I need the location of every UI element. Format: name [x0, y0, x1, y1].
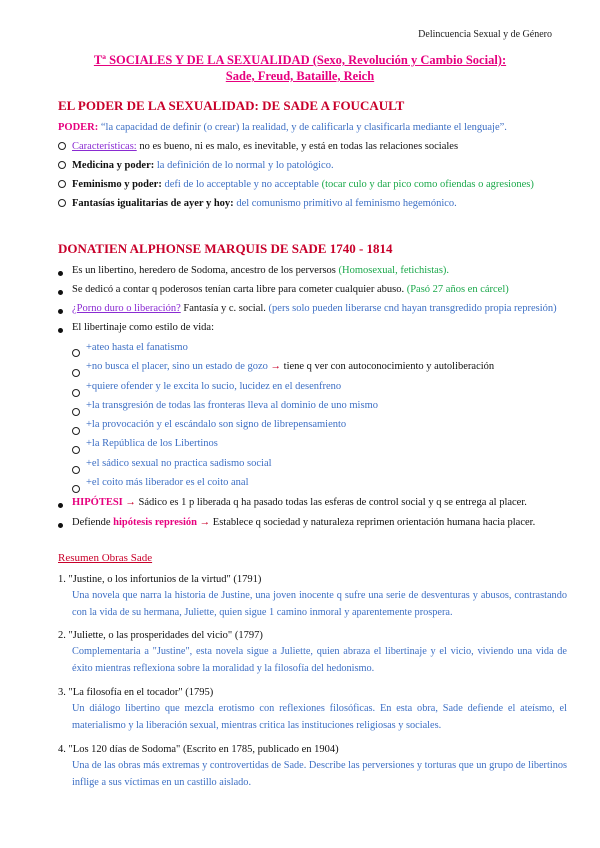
bullet-icon: [58, 180, 66, 191]
document-title: [40, 52, 560, 84]
bullet-icon: [58, 142, 66, 153]
list-item: [72, 264, 449, 278]
item-text: Se dedicó a contar q poderosos tenían carta libre para cometer cualquier abuso.: [72, 284, 407, 295]
sub-list-item: +la transgresión de todas las fronteras lleva al dominio de uno mismo: [86, 400, 378, 411]
title-line-2: Sade, Freud, Bataille, Reich: [225, 69, 375, 83]
bullet-icon: [58, 268, 63, 279]
item-label: ¿Porno duro o liberación?: [72, 303, 181, 314]
arrow-icon: →: [267, 361, 284, 372]
work-title: 1. "Justine, o los infortunios de la virtud" (1791): [58, 574, 262, 585]
bullet-icon: [72, 441, 80, 459]
poder-label: PODER:: [58, 122, 99, 133]
sub-item-rest: tiene q ver con autoconocimiento y autoliberación: [283, 361, 495, 372]
title-line-1: Tª SOCIALES Y DE LA SEXUALIDAD (Sexo, Revolución y Cambio Social):: [93, 53, 507, 67]
resumen-obras-link[interactable]: Resumen Obras Sade: [58, 552, 153, 564]
bullet-icon: [58, 306, 63, 317]
item-extra: (tocar culo y dar pico como ofiendas o agresiones): [318, 179, 534, 190]
list-item: [72, 496, 527, 510]
bullet-icon: [58, 325, 63, 336]
sub-list-item: +el sádico sexual no practica sadismo social: [86, 458, 272, 469]
work-title: 4. "Los 120 días de Sodoma" (Escrito en 1785, publicado en 1904): [58, 744, 339, 755]
bullet-icon: [72, 344, 80, 362]
item-text: no es bueno, ni es malo, es inevitable, y está en todas las relaciones sociales: [136, 141, 459, 152]
list-item: El libertinaje como estilo de vida:: [72, 322, 215, 333]
item-extra: (pers solo pueden liberarse cnd hayan transgredido propia represión): [268, 303, 557, 314]
work-description: Una novela que narra la historia de Justine, una joven inocente q sufre una serie de desventuras y abusos, contrastando con la vida de su hermana, Juliette, quien sigue 1 camino inmoral y aparentemente prospera.: [72, 590, 567, 618]
item-text: la definición de lo normal y lo patológico.: [154, 160, 334, 171]
poder-text: “la capacidad de definir (o crear) la realidad, y de calificarla y clasificarla mediante el lenguaje”.: [100, 122, 507, 133]
item-text: defi de lo acceptable y no acceptable: [161, 179, 319, 190]
item-text: Establece q sociedad y naturaleza reprimen orientación humana hacia placer.: [212, 517, 536, 528]
bullet-icon: [58, 161, 66, 172]
sub-list-item: +el coito más liberador es el coito anal: [86, 477, 249, 488]
bullet-icon: [58, 287, 63, 298]
bullet-icon: [72, 403, 80, 421]
sub-list-item: +quiere ofender y le excita lo sucio, lucidez en el desenfreno: [86, 381, 342, 392]
item-text: Defiende: [72, 517, 114, 528]
arrow-icon: →: [197, 517, 213, 528]
page-header: Delincuencia Sexual y de Género: [418, 29, 552, 40]
bullet-icon: [72, 384, 80, 402]
list-item: [72, 302, 557, 316]
bullet-icon: [58, 520, 63, 531]
work-title: 3. "La filosofía en el tocador" (1795): [58, 687, 214, 698]
work-description: Un diálogo libertino que mezcla erotismo con reflexiones filosóficas. En esta obra, Sade defiende el ateísmo, el materialismo y la liberación sexual, mientras critica las instituciones religiosas y sociales.: [72, 703, 567, 731]
item-text: del comunismo primitivo al feminismo hegemónico.: [233, 198, 457, 209]
item-label: Feminismo y poder:: [72, 179, 162, 190]
sub-list-item: +la provocación y el escándalo son signo de librepensamiento: [86, 419, 347, 430]
list-item: [72, 140, 458, 154]
section-heading-poder: EL PODER DE LA SEXUALIDAD: DE SADE A FOUCAULT: [58, 98, 405, 113]
bullet-icon: [72, 364, 80, 382]
bullet-icon: [72, 422, 80, 440]
list-item: [72, 197, 457, 211]
list-item: [72, 283, 509, 297]
list-item: [72, 159, 334, 173]
work-description: Una de las obras más extremas y controvertidas de Sade. Describe las perversiones y torturas que un grupo de libertinos inflige a sus víctimas en un castillo aislado.: [72, 760, 567, 788]
bullet-icon: [58, 500, 63, 511]
work-description: Complementaria a "Justine", esta novela sigue a Juliette, quien abraza el libertinaje y el vicio, viviendo una vida de éxito mientras reflexiona sobre la moralidad y la filosofía del hedonismo.: [72, 646, 567, 674]
work-title: 2. "Juliette, o las prosperidades del vicio" (1797): [58, 630, 263, 641]
item-text: Sádico es 1 p liberada q ha pasado todas las esferas de control social y q se entrega al placer.: [138, 497, 527, 508]
sub-list-item: [86, 360, 494, 374]
sub-item-text: +no busca el placer, sino un estado de gozo: [86, 361, 268, 372]
item-label: HIPÓTESI: [72, 497, 123, 508]
item-extra: (Pasó 27 años en cárcel): [406, 284, 509, 295]
poder-definition: [58, 121, 573, 135]
item-label: Fantasías igualitarias de ayer y hoy:: [72, 198, 234, 209]
item-text: Fantasía y c. social.: [180, 303, 269, 314]
list-item: [72, 178, 534, 192]
list-item: [72, 516, 535, 530]
sub-list-item: +la República de los Libertinos: [86, 438, 218, 449]
item-label: hipótesis represión: [113, 517, 198, 528]
arrow-icon: →: [122, 497, 139, 508]
item-extra: (Homosexual, fetichistas).: [338, 265, 450, 276]
sub-list-item: +ateo hasta el fanatismo: [86, 342, 188, 353]
item-text: Es un libertino, heredero de Sodoma, ancestro de los perversos: [72, 265, 339, 276]
item-label: Medicina y poder:: [72, 160, 155, 171]
item-label: Características:: [72, 141, 137, 152]
bullet-icon: [58, 199, 66, 210]
bullet-icon: [72, 461, 80, 479]
section-heading-sade: DONATIEN ALPHONSE MARQUIS DE SADE 1740 - 1814: [58, 241, 393, 256]
